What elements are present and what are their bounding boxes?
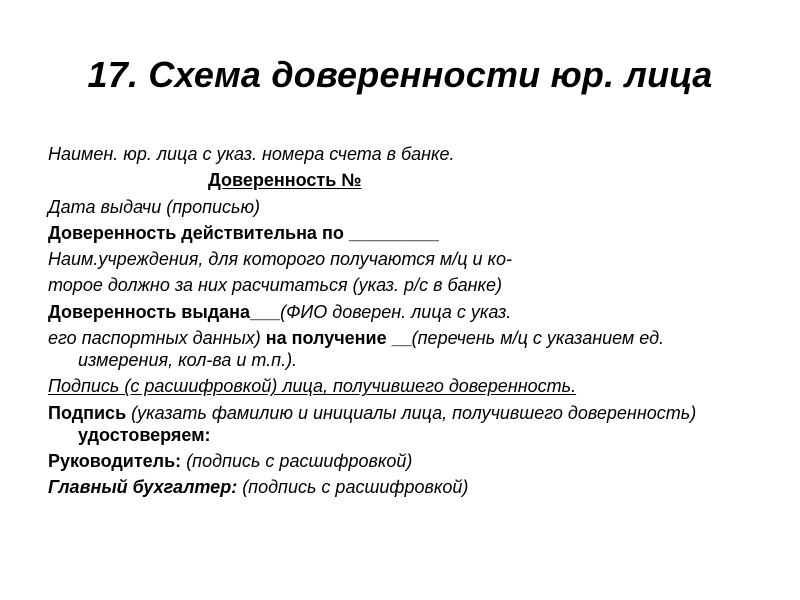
director-note: (подпись с расшифровкой) (186, 450, 413, 471)
institution-text-1: Наим.учреждения, для которого получаются м/ц и ко- (48, 249, 513, 270)
line-chief-accountant (48, 476, 748, 498)
line-issued-to (48, 301, 748, 323)
issued-to-label: Доверенность выдана___ (48, 301, 281, 322)
slide-body (48, 143, 748, 503)
line-power-of-attorney-number (48, 169, 748, 191)
line-valid-until (48, 222, 748, 244)
passport-note: его паспортных данных) (48, 328, 266, 349)
line-director (48, 450, 748, 472)
institution-text-2: торое должно за них расчитаться (указ. р/с в банке) (48, 275, 503, 296)
line-org-name (48, 143, 748, 165)
line-institution-2 (48, 274, 748, 296)
line-org-name-text: Наимен. юр. лица с указ. номера счета в банке. (48, 144, 455, 164)
certify-label: удостоверяем: (78, 424, 211, 445)
chief-accountant-note: (подпись с расшифровкой) (242, 477, 469, 498)
power-of-attorney-number-label: Доверенность № (208, 170, 362, 191)
line-issue-date (48, 196, 748, 218)
slide-title: 17. Схема доверенности юр. лица (87, 54, 713, 95)
signature-label: Подпись (48, 402, 132, 423)
line-institution-1 (48, 248, 748, 270)
line-passport-receipt (48, 327, 748, 371)
chief-accountant-label: Главный бухгалтер: (48, 477, 243, 498)
issue-date-text: Дата выдачи (прописью) (48, 196, 261, 217)
line-recipient-signature (48, 375, 748, 397)
signature-note: (указать фамилию и инициалы лица, получившего доверенность) (131, 402, 697, 423)
issued-to-note: (ФИО доверен. лица с указ. (280, 301, 512, 322)
receipt-label: на получение __ (265, 328, 412, 349)
receipt-note: (перечень м/ц с указанием ед. измерения, кол-ва и т.п.). (78, 328, 665, 371)
line-signature-certify (48, 402, 748, 446)
director-label: Руководитель: (48, 450, 187, 471)
recipient-signature-text: Подпись (с расшифровкой) лица, получившего доверенность. (48, 376, 577, 397)
valid-until-text: Доверенность действительна по _________ (48, 222, 439, 243)
